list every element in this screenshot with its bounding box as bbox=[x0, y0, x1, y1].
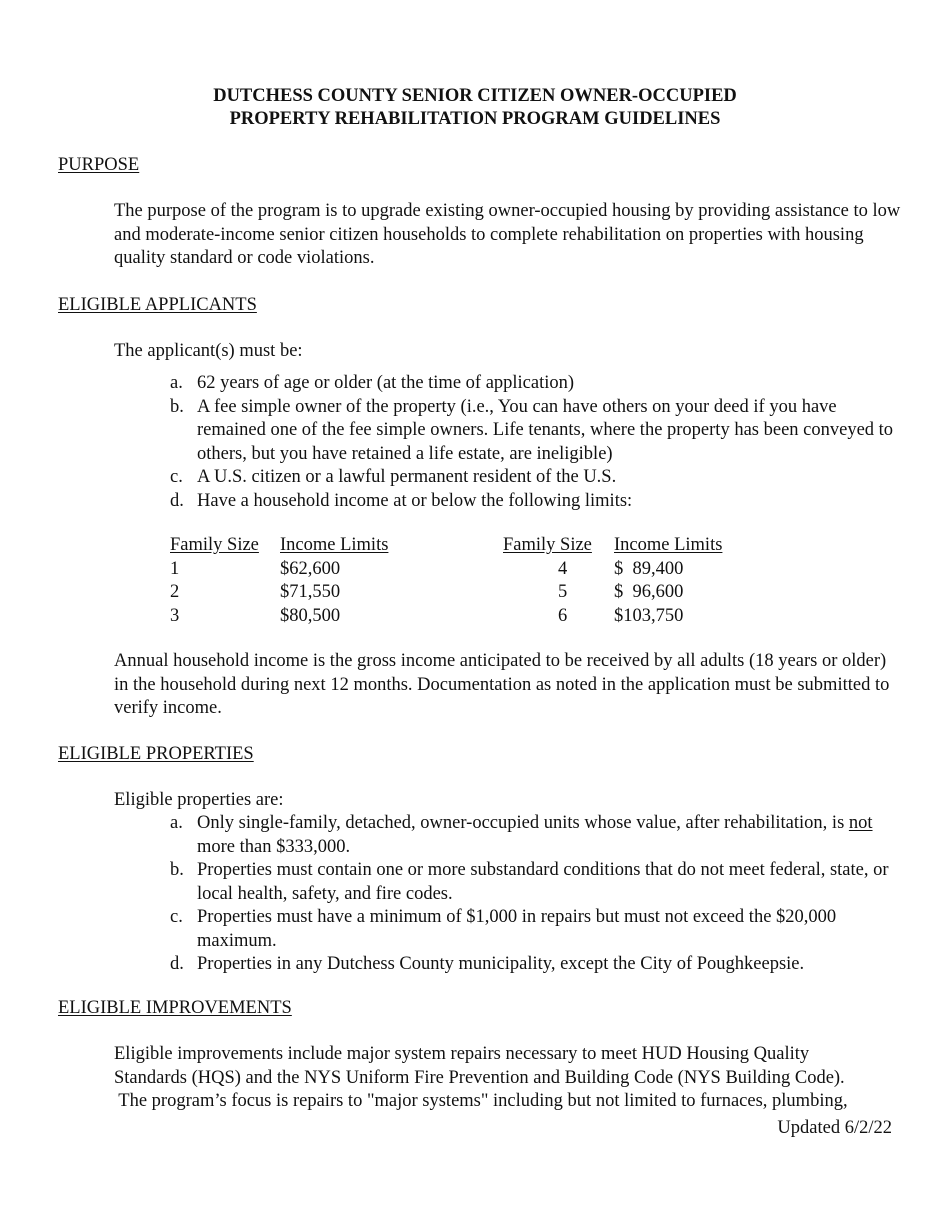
family-size-cell: 3 bbox=[170, 605, 180, 626]
income-limit-cell: $ 96,600 bbox=[614, 582, 684, 602]
improvements-paragraph bbox=[114, 1043, 914, 1114]
income-limit-cell: $62,600 bbox=[280, 558, 341, 579]
list-marker: c. bbox=[170, 907, 183, 927]
family-size-header: Family Size bbox=[503, 535, 592, 555]
list-marker: a. bbox=[170, 373, 183, 393]
list-marker: c. bbox=[170, 467, 183, 487]
list-marker: b. bbox=[170, 396, 184, 417]
eligible-improvements-heading: ELIGIBLE IMPROVEMENTS bbox=[58, 998, 292, 1018]
list-item-text: Properties in any Dutchess County municipality, except the City of Poughkeepsie. bbox=[197, 954, 805, 974]
list-item bbox=[170, 372, 900, 396]
applicants-intro: The applicant(s) must be: bbox=[114, 341, 303, 361]
list-marker: d. bbox=[170, 490, 184, 511]
income-limits-table bbox=[170, 534, 770, 630]
purpose-paragraph: The purpose of the program is to upgrade existing owner-occupied housing by providing assistance to low and moderate-income senior citizen households to complete rehabilitation on properties with housing quality standard or code violations. bbox=[114, 201, 901, 268]
properties-intro: Eligible properties are: bbox=[114, 790, 284, 810]
list-item-text: 62 years of age or older (at the time of application) bbox=[197, 373, 575, 393]
applicants-list bbox=[170, 372, 900, 513]
list-item bbox=[170, 906, 900, 953]
improvements-line-1: Eligible improvements include major system repairs necessary to meet HUD Housing Quality bbox=[114, 1044, 810, 1064]
document-title bbox=[0, 85, 950, 131]
eligible-properties-heading: ELIGIBLE PROPERTIES bbox=[58, 744, 254, 764]
list-item bbox=[170, 812, 900, 859]
eligible-applicants-heading: ELIGIBLE APPLICANTS bbox=[58, 295, 257, 315]
list-marker: b. bbox=[170, 860, 184, 880]
income-limit-cell: $71,550 bbox=[280, 582, 341, 602]
list-marker: a. bbox=[170, 813, 183, 833]
list-item bbox=[170, 953, 900, 977]
family-size-cell: 6 bbox=[558, 605, 568, 626]
income-limit-cell: $80,500 bbox=[280, 605, 341, 626]
family-size-cell: 4 bbox=[558, 558, 568, 579]
purpose-heading: PURPOSE bbox=[58, 155, 140, 175]
income-limit-cell: $ 89,400 bbox=[614, 558, 684, 579]
list-item-text bbox=[197, 813, 873, 857]
properties-list bbox=[170, 812, 900, 977]
list-marker: d. bbox=[170, 954, 184, 974]
list-item-text: Have a household income at or below the following limits: bbox=[197, 490, 633, 511]
list-item-text: A fee simple owner of the property (i.e., You can have others on your deed if you have remained one of the fee simple owners. Life tenants, where the property has been conveyed to others, but you have retained a life estate, are ineligible) bbox=[197, 396, 894, 464]
family-size-cell: 2 bbox=[170, 582, 180, 602]
income-note-paragraph: Annual household income is the gross income anticipated to be received by all adults (18 years or older) in the household during next 12 months. Documentation as noted in the application must be submitted to verify income. bbox=[114, 651, 890, 718]
list-item bbox=[170, 490, 900, 514]
emphasis-not: not bbox=[848, 813, 873, 833]
family-size-cell: 1 bbox=[170, 558, 180, 579]
family-size-cell: 5 bbox=[558, 582, 568, 602]
list-item-text-part: Only single-family, detached, owner-occupied units whose value, after rehabilitation, is bbox=[197, 813, 849, 833]
improvements-line-2: Standards (HQS) and the NYS Uniform Fire Prevention and Building Code (NYS Building Code). bbox=[114, 1067, 845, 1088]
improvements-line-3: The program’s focus is repairs to "major systems" including but not limited to furnaces, plumbing, bbox=[114, 1091, 848, 1111]
list-item-text: A U.S. citizen or a lawful permanent resident of the U.S. bbox=[197, 467, 617, 487]
income-limits-header: Income Limits bbox=[280, 535, 389, 555]
income-limit-cell: $103,750 bbox=[614, 605, 684, 626]
list-item bbox=[170, 859, 900, 906]
family-size-header: Family Size bbox=[170, 535, 259, 555]
income-limits-header: Income Limits bbox=[614, 535, 723, 555]
list-item-text: Properties must have a minimum of $1,000 in repairs but must not exceed the $20,000 maximum. bbox=[197, 907, 837, 951]
updated-date: Updated 6/2/22 bbox=[777, 1118, 892, 1138]
title-line-1: DUTCHESS COUNTY SENIOR CITIZEN OWNER-OCCUPIED bbox=[213, 86, 737, 106]
title-line-2: PROPERTY REHABILITATION PROGRAM GUIDELINES bbox=[229, 109, 721, 129]
list-item-text-part: more than $333,000. bbox=[197, 836, 351, 857]
list-item-text: Properties must contain one or more substandard conditions that do not meet federal, state, or local health, safety, and fire codes. bbox=[197, 860, 889, 904]
list-item bbox=[170, 466, 900, 490]
list-item bbox=[170, 396, 900, 467]
